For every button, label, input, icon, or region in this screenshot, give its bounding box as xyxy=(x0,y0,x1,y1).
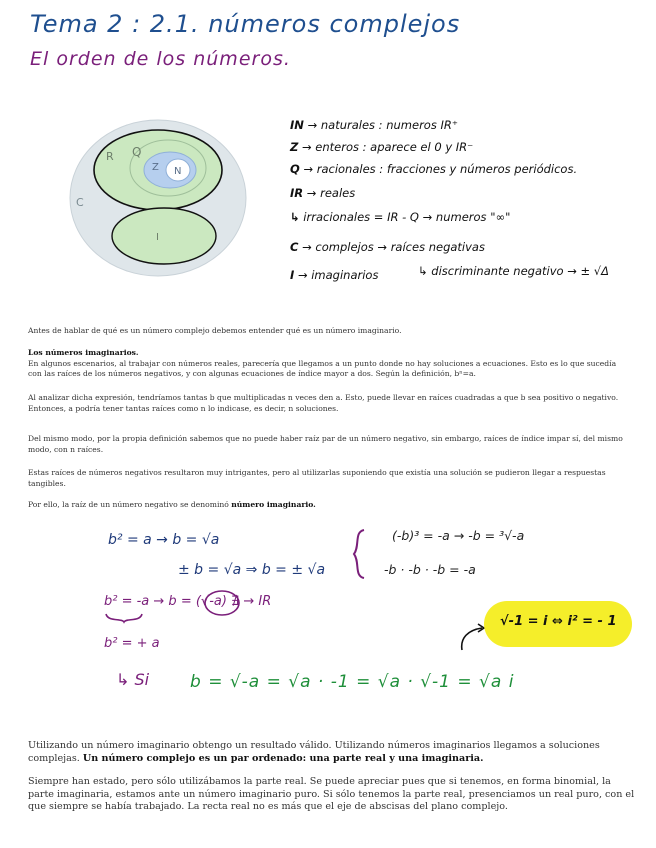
legend-row-reales: IR → reales xyxy=(290,186,356,200)
label-z: Z xyxy=(152,162,159,173)
circle-mark-icon xyxy=(202,588,242,618)
paragraph-5: Por ello, la raíz de un número negativo se denominó número imaginario. xyxy=(28,500,316,509)
legend-row-complejos: C → complejos → raíces negativas xyxy=(290,240,485,254)
underbrace-icon xyxy=(104,612,144,624)
label-i: I xyxy=(156,232,159,243)
label-c: C xyxy=(76,196,84,209)
math-line-2: ± b = √a ⇒ b = ± √a xyxy=(178,562,326,578)
math-line-1: b² = a → b = √a xyxy=(108,532,220,548)
math-line-4: b² = + a xyxy=(104,636,160,651)
page-subtitle: El orden de los números. xyxy=(30,48,291,70)
section-heading: Los números imaginarios. xyxy=(28,348,139,357)
math-odd-root: (-b)³ = -a → -b = ³√-a xyxy=(392,528,525,543)
label-n: N xyxy=(174,166,182,177)
paragraph-3: Del mismo modo, por la propia definición sabemos que no puede haber raíz par de un número negativo, sin embargo, raíces de índice impar sí, del mismo modo, con n raíces. xyxy=(28,434,623,454)
identity-text: √-1 = i ⇔ i² = - 1 xyxy=(500,614,617,629)
paragraph-1: En algunos escenarios, al trabajar con números reales, parecería que llegamos a un punto donde no hay soluciones a ecuaciones. Esto es lo que sucedía con las raíces de los números negativos, y con algunas ecuaciones de índice mayor a dos. Según la definición, bⁿ=a. xyxy=(28,358,617,378)
section-imaginarios xyxy=(28,348,628,380)
legend-row-imaginarios: I → imaginarios xyxy=(290,268,379,282)
brace-icon xyxy=(350,528,370,580)
label-q: Q xyxy=(132,145,142,159)
legend-row-racionales: Q → racionales : fracciones y números periódicos. xyxy=(290,162,578,176)
legend-row-naturales: IN → naturales : numeros IR⁺ xyxy=(290,118,458,132)
label-r: R xyxy=(106,150,114,163)
highlight-identity xyxy=(484,601,632,647)
legend-row-enteros: Z → enteros : aparece el 0 y IR⁻ xyxy=(290,140,474,154)
paragraph-2: Al analizar dicha expresión, tendríamos tantas b que multiplicadas n veces den a. Esto, puede llevar en raíces cuadradas a que b sea positivo o negativo. Entonces, a podría tener tantas raíces como n lo indicase, es decir, n soluciones. xyxy=(28,393,619,413)
math-product: -b · -b · -b = -a xyxy=(384,562,476,577)
set-i-region xyxy=(112,208,216,264)
legend-row-discriminante: ↳ discriminante negativo → ± √Δ xyxy=(418,264,609,278)
math-si-label: ↳ Si xyxy=(116,670,150,689)
footer-paragraph-2: Siempre han estado, pero sólo utilizábamos la parte real. Se puede apreciar pues que si tenemos, en forma binomial, la parte imaginaria, estamos ante un número imaginario puro. Si sólo tenemos la parte real, presenciamos un real puro, con el que siempre se había trabajado. La recta real no es más que el eje de abscisas del plano complejo. xyxy=(28,776,635,812)
footer-paragraph-1: Utilizando un número imaginario obtengo un resultado válido. Utilizando números imaginarios llegamos a soluciones complejas. Un número complejo es un par ordenado: una parte real y una imaginaria. xyxy=(28,740,600,764)
legend-row-irracionales: ↳ irracionales = IR - Q → numeros "∞" xyxy=(290,210,511,224)
intro-text: Antes de hablar de qué es un número complejo debemos entender qué es un número imaginario. xyxy=(28,326,402,335)
number-sets-diagram xyxy=(66,112,250,280)
page-title: Tema 2 : 2.1. números complejos xyxy=(30,10,461,38)
math-green-result: b = √-a = √a · -1 = √a · √-1 = √a i xyxy=(190,672,515,692)
math-line-3: b² = -a → b = (√-a) ∄ → IR xyxy=(104,594,272,609)
paragraph-4: Estas raíces de números negativos resultaron muy intrigantes, pero al utilizarlas suponiendo que existía una solución se pudieron llegar a respuestas tangibles. xyxy=(28,468,606,488)
